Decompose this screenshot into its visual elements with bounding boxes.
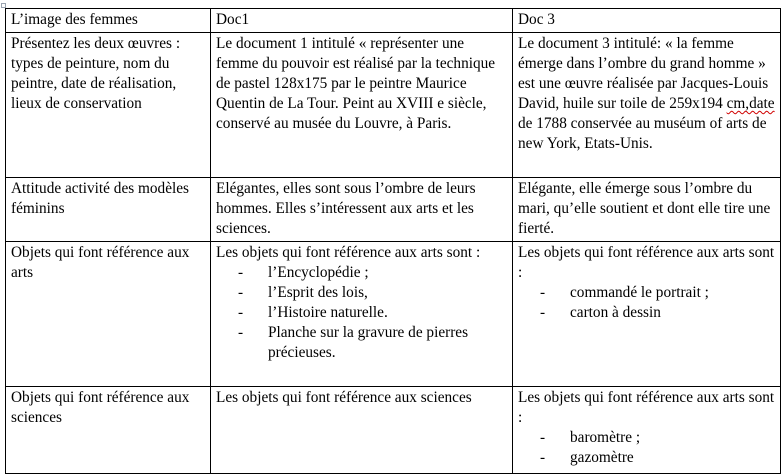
row-label-cell: Attitude activité des modèles féminins (6, 178, 211, 242)
list-item: - l’Esprit des lois, (238, 283, 507, 303)
dash-list (216, 263, 507, 363)
row-label-cell: Présentez les deux œuvres : types de peinture, nom du peintre, date de réalisation, lieux de conservation (6, 33, 211, 178)
dash-list (518, 283, 775, 323)
row-label-cell: Objets qui font référence aux sciences (6, 387, 211, 474)
doc3-cell (513, 387, 781, 474)
table-row (6, 178, 781, 242)
table-row (6, 242, 781, 387)
comparison-table (5, 8, 781, 474)
dash-list (518, 428, 775, 468)
list-intro: Les objets qui font référence aux arts sont : (518, 389, 775, 426)
list-item: - gazomètre (540, 448, 775, 468)
list-intro: Les objets qui font référence aux arts sont : (216, 244, 481, 261)
table-header-row (6, 9, 781, 33)
doc3-cell: Elégante, elle émerge sous l’ombre du mari, qu’elle soutient et dont elle tire une fierté. (513, 178, 781, 242)
doc3-cell (513, 242, 781, 387)
row-label-cell: Objets qui font référence aux arts (6, 242, 211, 387)
header-cell-doc3: Doc 3 (513, 9, 781, 33)
table-row (6, 387, 781, 474)
doc3-cell (513, 33, 781, 178)
list-item: - commandé le portrait ; (540, 283, 775, 303)
list-item: - baromètre ; (540, 428, 775, 448)
header-cell-theme: L’image des femmes (6, 9, 211, 33)
doc1-cell (211, 242, 513, 387)
doc1-cell: Les objets qui font référence aux sciences (211, 387, 513, 474)
list-item: - l’Histoire naturelle. (238, 303, 507, 323)
list-item: - l’Encyclopédie ; (238, 263, 507, 283)
list-intro: Les objets qui font référence aux arts sont : (518, 244, 775, 281)
list-item: - Planche sur la gravure de pierres précieuses. (238, 323, 507, 363)
doc3-text-part: Le document 3 intitulé: « la femme émerge dans l’ombre du grand homme » est une œuvre réalisée par Jacques-Louis David, huile sur toile de 259x194 (518, 35, 769, 112)
spelling-error-text[interactable]: cm,date (726, 95, 775, 112)
doc3-text-part: de 1788 conservée au muséum of arts de new York, Etats-Unis. (518, 115, 767, 152)
table-row (6, 33, 781, 178)
doc1-cell: Le document 1 intitulé « représenter une femme du pouvoir est réalisé par la technique de pastel 128x175 par le peintre Maurice Quentin de La Tour. Peint au XVIII e siècle, conservé au musée du Louvre, à Paris. (211, 33, 513, 178)
header-cell-doc1: Doc1 (211, 9, 513, 33)
list-item: - carton à dessin (540, 303, 775, 323)
doc1-cell: Elégantes, elles sont sous l’ombre de leurs hommes. Elles s’intéressent aux arts et les sciences. (211, 178, 513, 242)
